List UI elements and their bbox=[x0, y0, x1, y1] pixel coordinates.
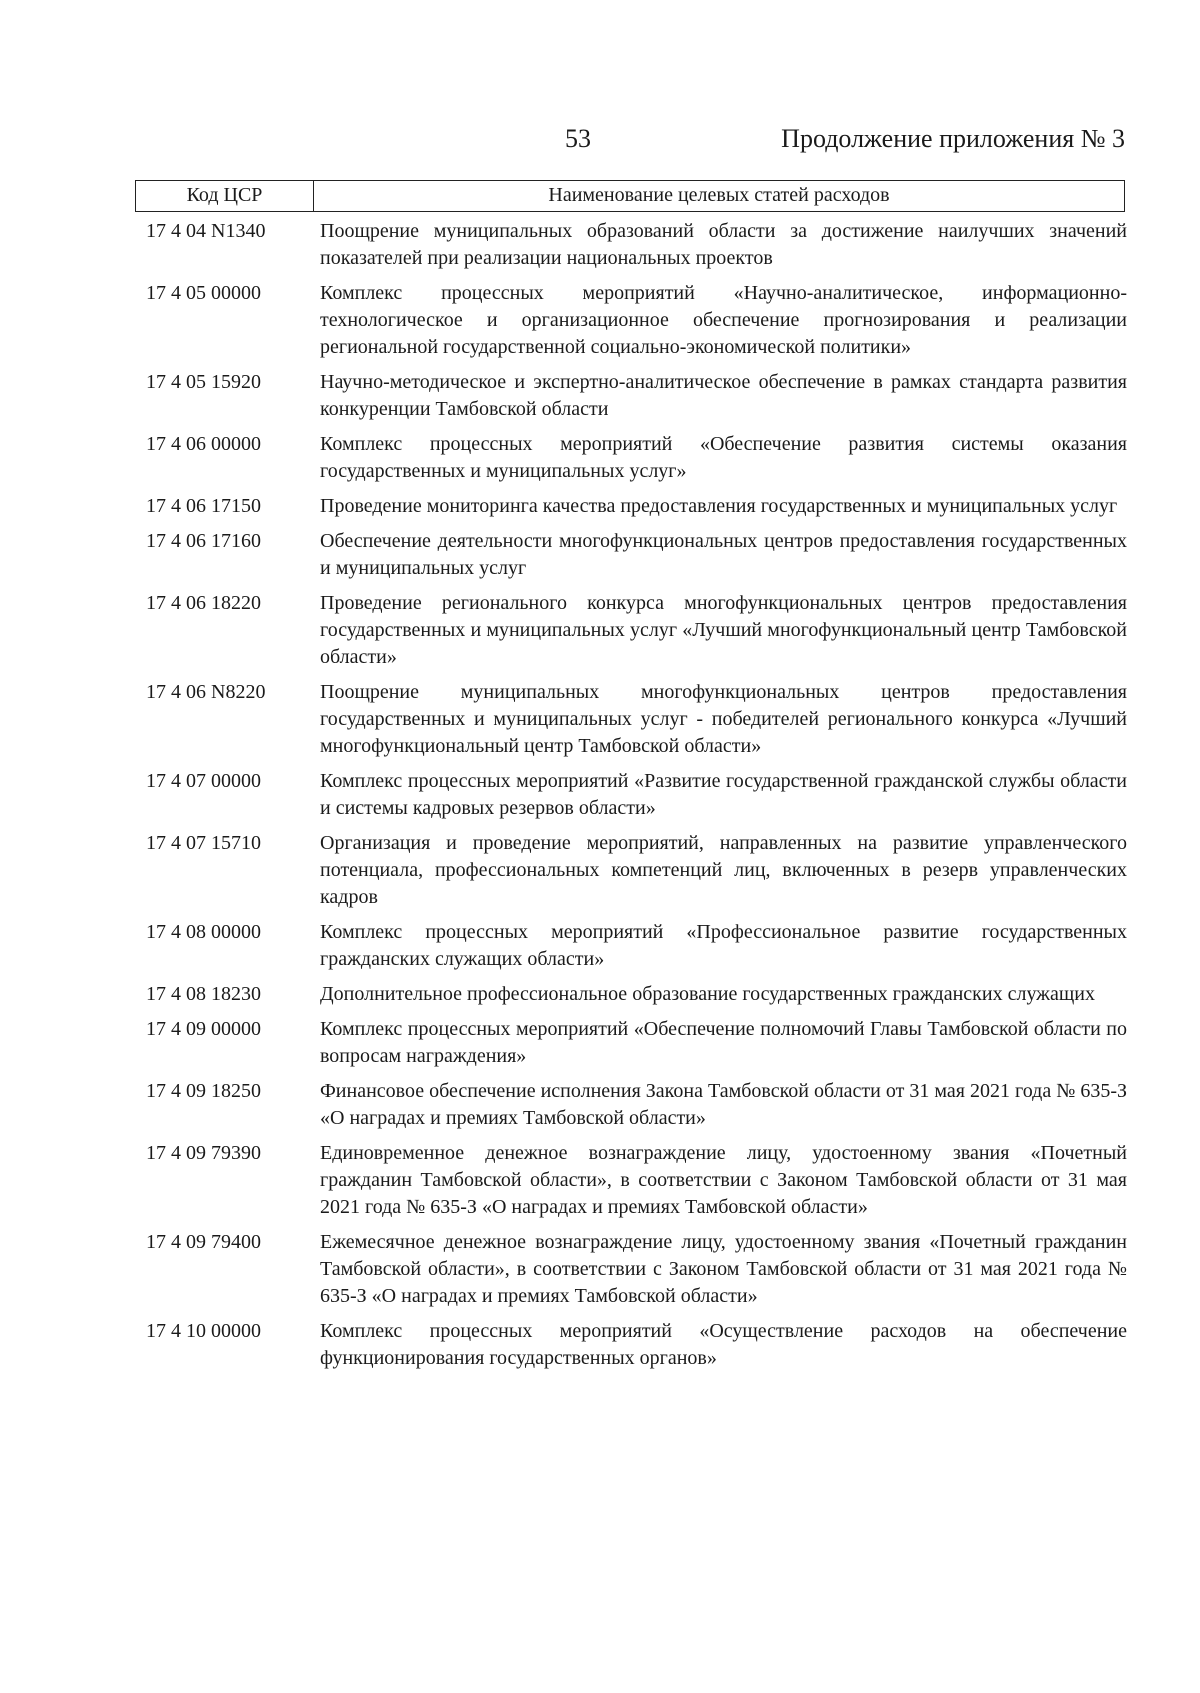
table-row bbox=[146, 679, 1127, 760]
table-row bbox=[146, 1078, 1127, 1132]
table-row bbox=[146, 528, 1127, 582]
row-name: Проведение регионального конкурса многофункциональных центров предоставления государственных и муниципальных услуг «Лучший многофункциональный центр Тамбовской области» bbox=[320, 592, 1127, 668]
table-row bbox=[146, 919, 1127, 973]
row-name: Организация и проведение мероприятий, направленных на развитие управленческого потенциала, профессиональных компетенций лиц, включенных в резерв управленческих кадров bbox=[320, 832, 1127, 908]
row-name: Финансовое обеспечение исполнения Закона Тамбовской области от 31 мая 2021 года № 635-З «О наградах и премиях Тамбовской области» bbox=[320, 1080, 1127, 1129]
row-name: Поощрение муниципальных многофункциональных центров предоставления государственных и муниципальных услуг - победителей регионального конкурса «Лучший многофункциональный центр Тамбовской области» bbox=[320, 681, 1127, 757]
table-row bbox=[146, 1140, 1127, 1221]
row-code: 17 4 06 N8220 bbox=[146, 681, 266, 703]
row-code: 17 4 08 18230 bbox=[146, 983, 261, 1005]
row-code: 17 4 07 00000 bbox=[146, 770, 261, 792]
table-row bbox=[146, 1229, 1127, 1310]
row-name: Ежемесячное денежное вознаграждение лицу, удостоенному звания «Почетный гражданин Тамбовской области», в соответствии с Законом Тамбовской области от 31 мая 2021 года № 635-З «О наградах и премиях Тамбовской области» bbox=[320, 1231, 1127, 1307]
row-name: Комплекс процессных мероприятий «Профессиональное развитие государственных гражданских служащих области» bbox=[320, 921, 1127, 970]
row-name: Научно-методическое и экспертно-аналитическое обеспечение в рамках стандарта развития конкуренции Тамбовской области bbox=[320, 371, 1127, 420]
table-row bbox=[146, 1318, 1127, 1372]
row-code: 17 4 09 18250 bbox=[146, 1080, 261, 1102]
row-code: 17 4 09 00000 bbox=[146, 1018, 261, 1040]
row-code: 17 4 06 17150 bbox=[146, 495, 261, 517]
row-code: 17 4 09 79400 bbox=[146, 1231, 261, 1253]
table-row bbox=[146, 493, 1127, 520]
row-name: Проведение мониторинга качества предоставления государственных и муниципальных услуг bbox=[320, 495, 1118, 517]
column-header-name: Наименование целевых статей расходов bbox=[548, 184, 890, 206]
row-code: 17 4 05 00000 bbox=[146, 282, 261, 304]
table-row bbox=[146, 1016, 1127, 1070]
table-row bbox=[146, 369, 1127, 423]
row-code: 17 4 06 18220 bbox=[146, 592, 261, 614]
row-name: Комплекс процессных мероприятий «Развитие государственной гражданской службы области и системы кадровых резервов области» bbox=[320, 770, 1127, 819]
table-body bbox=[146, 218, 1127, 1380]
row-name: Поощрение муниципальных образований области за достижение наилучших значений показателей при реализации национальных проектов bbox=[320, 220, 1127, 269]
row-code: 17 4 04 N1340 bbox=[146, 220, 266, 242]
row-code: 17 4 07 15710 bbox=[146, 832, 261, 854]
page-number: 53 bbox=[565, 124, 591, 153]
table-row bbox=[146, 768, 1127, 822]
row-name: Единовременное денежное вознаграждение лицу, удостоенному звания «Почетный гражданин Тамбовской области», в соответствии с Законом Тамбовской области от 31 мая 2021 года № 635-З «О наградах и премиях Тамбовской области» bbox=[320, 1142, 1127, 1218]
row-code: 17 4 06 00000 bbox=[146, 433, 261, 455]
table-row bbox=[146, 590, 1127, 671]
row-code: 17 4 06 17160 bbox=[146, 530, 261, 552]
row-name: Дополнительное профессиональное образование государственных гражданских служащих bbox=[320, 983, 1095, 1005]
table-header bbox=[135, 180, 1125, 212]
table-row bbox=[146, 431, 1127, 485]
row-code: 17 4 09 79390 bbox=[146, 1142, 261, 1164]
table-row bbox=[146, 280, 1127, 361]
row-name: Комплекс процессных мероприятий «Осуществление расходов на обеспечение функционирования государственных органов» bbox=[320, 1320, 1127, 1369]
row-code: 17 4 10 00000 bbox=[146, 1320, 261, 1342]
row-name: Комплекс процессных мероприятий «Научно-аналитическое, информационно-технологическое и организационное обеспечение прогнозирования и реализации региональной государственной социально-экономической политики» bbox=[320, 282, 1127, 358]
appendix-title: Продолжение приложения № 3 bbox=[781, 124, 1125, 153]
table-row bbox=[146, 218, 1127, 272]
row-name: Обеспечение деятельности многофункциональных центров предоставления государственных и муниципальных услуг bbox=[320, 530, 1127, 579]
row-name: Комплекс процессных мероприятий «Обеспечение полномочий Главы Тамбовской области по вопросам награждения» bbox=[320, 1018, 1127, 1067]
table-row bbox=[146, 830, 1127, 911]
table-row bbox=[146, 981, 1127, 1008]
row-name: Комплекс процессных мероприятий «Обеспечение развития системы оказания государственных и муниципальных услуг» bbox=[320, 433, 1127, 482]
column-header-code: Код ЦСР bbox=[136, 181, 314, 211]
row-code: 17 4 05 15920 bbox=[146, 371, 261, 393]
row-code: 17 4 08 00000 bbox=[146, 921, 261, 943]
page-header bbox=[135, 124, 1125, 160]
